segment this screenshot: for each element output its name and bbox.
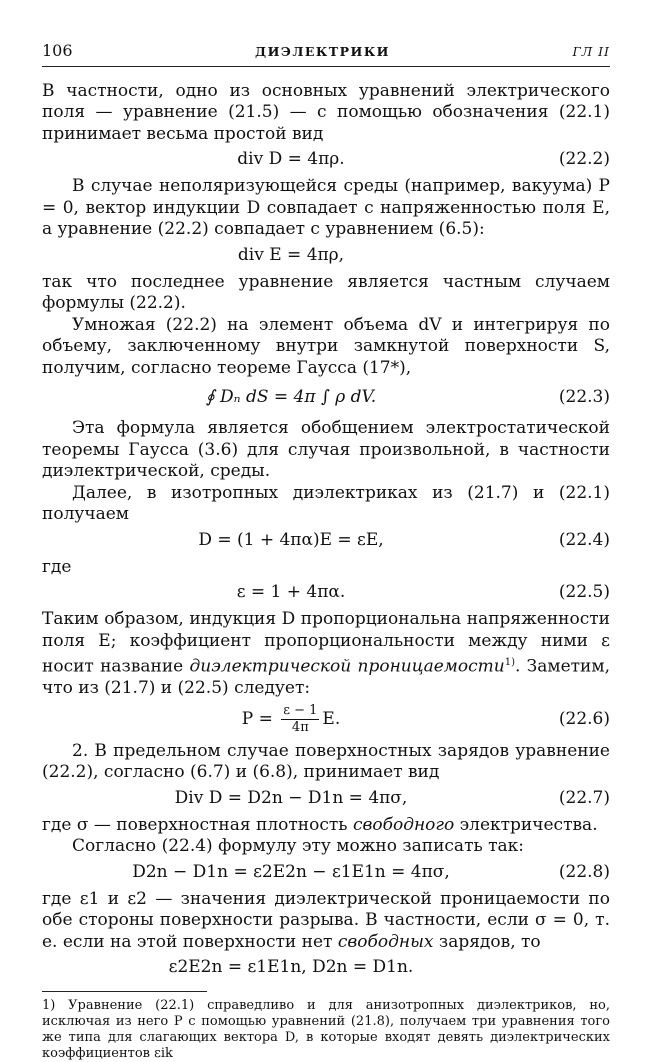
paragraph-8: Таким образом, индукция D пропорциональна напряженности поля E; коэффициент пропорциональности между ними ε носит название диэлектрической проницаемости$^{1)}$. Заметим, что из (21.7) и (22.5) следует: [42,609,611,699]
paragraph-2: В случае неполяризующейся среды (например, вакуума) P = 0, вектор индукции D совпадает с напряженностью поля E, а уравнение (22.2) совпадает с уравнением (6.5): [42,176,610,239]
equation-number: (22.6) [558,708,610,729]
equation-formula: ε = 1 + 4πα. [236,582,346,603]
chapter-label: ГЛ II [572,44,610,59]
equation-22-7 [42,786,610,812]
equation-number: (22.2) [558,149,610,170]
equation-formula: ∮ Dₙ dS = 4π ∫ ρ dV. [205,387,377,408]
equation-formula: div D = 4πρ. [237,149,345,170]
equation-number: (22.4) [558,529,610,550]
paragraph-3: так что последнее уравнение является частным случаем формулы (22.2). [42,271,610,313]
running-title: ДИЭЛЕКТРИКИ [254,44,390,59]
paragraph-12: где ε1 и ε2 — значения диэлектрической проницаемости по обе стороны поверхности разрыва. В частности, если σ = 0, т. е. если на этой поверхности нет свободных зарядов, то [42,888,610,952]
footnote-divider [42,991,207,992]
equation-formula: P = $\frac{\varepsilon - 1}{4\pi}$ E. [241,703,341,736]
paragraph-11: Согласно (22.4) формулу эту можно записать так: [72,836,525,857]
equation-22-6 [42,702,610,738]
footnote-marker: 1) [504,657,515,668]
paragraph-1: В частности, одно из основных уравнений электрического поля — уравнение (21.5) — с помощью обозначения (22.1) принимает весьма простой вид [42,80,610,144]
equation-22-5 [42,580,610,606]
equation-number: (22.8) [558,861,610,882]
term-free: свободного [352,814,455,835]
equation-formula: ε2E2n = ε1E1n, D2n = D1n. [168,957,414,978]
equation-22-2 [42,147,610,173]
equation-number: (22.5) [558,582,610,603]
equation-number: (22.7) [558,787,610,808]
paragraph-10: где σ — поверхностная плотность свободного электричества. [42,814,598,835]
fraction: $\frac{\varepsilon - 1}{4\pi}$ [283,703,318,736]
paragraph-5: Эта формула является обобщением электростатической теоремы Гаусса (3.6) для случая произвольной, в частности диэлектрической, среды. [42,418,610,481]
equation-22-3 [42,381,610,415]
page-number: 106 [42,41,73,60]
equation-number: (22.3) [558,387,610,408]
equation-formula: Div D = D2n − D1n = 4πσ, [174,787,408,808]
equation-div-e [42,243,610,269]
term-free-charges: свободных [337,931,434,952]
equation-formula: D = (1 + 4πα)E = εE, [198,529,384,550]
paragraph-7: где [42,556,72,577]
equation-boundary [42,955,610,981]
term-dielectric-permittivity: диэлектрической проницаемости [189,656,505,677]
equation-22-8 [42,860,610,886]
page-header [42,40,610,67]
footnote: 1) Уравнение (22.1) справедливо и для анизотропных диэлектриков, но, исключая из него P с помощью уравнений (21.8), получаем три уравнения того же типа для слагающих вектора D, в которые входят девять диэлектрических коэффициентов εik [42,998,610,1062]
equation-formula: D2n − D1n = ε2E2n − ε1E1n = 4πσ, [132,861,450,882]
equation-22-4 [42,528,610,554]
equation-formula: div E = 4πρ, [237,244,345,265]
paragraph-4: Умножая (22.2) на элемент объема dV и интегрируя по объему, заключенному внутри замкнутой поверхности S, получим, согласно теореме Гаусса (17*), [42,314,610,378]
paragraph-6: Далее, в изотропных диэлектриках из (21.7) и (22.1) получаем [42,482,610,524]
paragraph-9: 2. В предельном случае поверхностных зарядов уравнение (22.2), согласно (6.7) и (6.8), принимает вид [42,740,610,783]
